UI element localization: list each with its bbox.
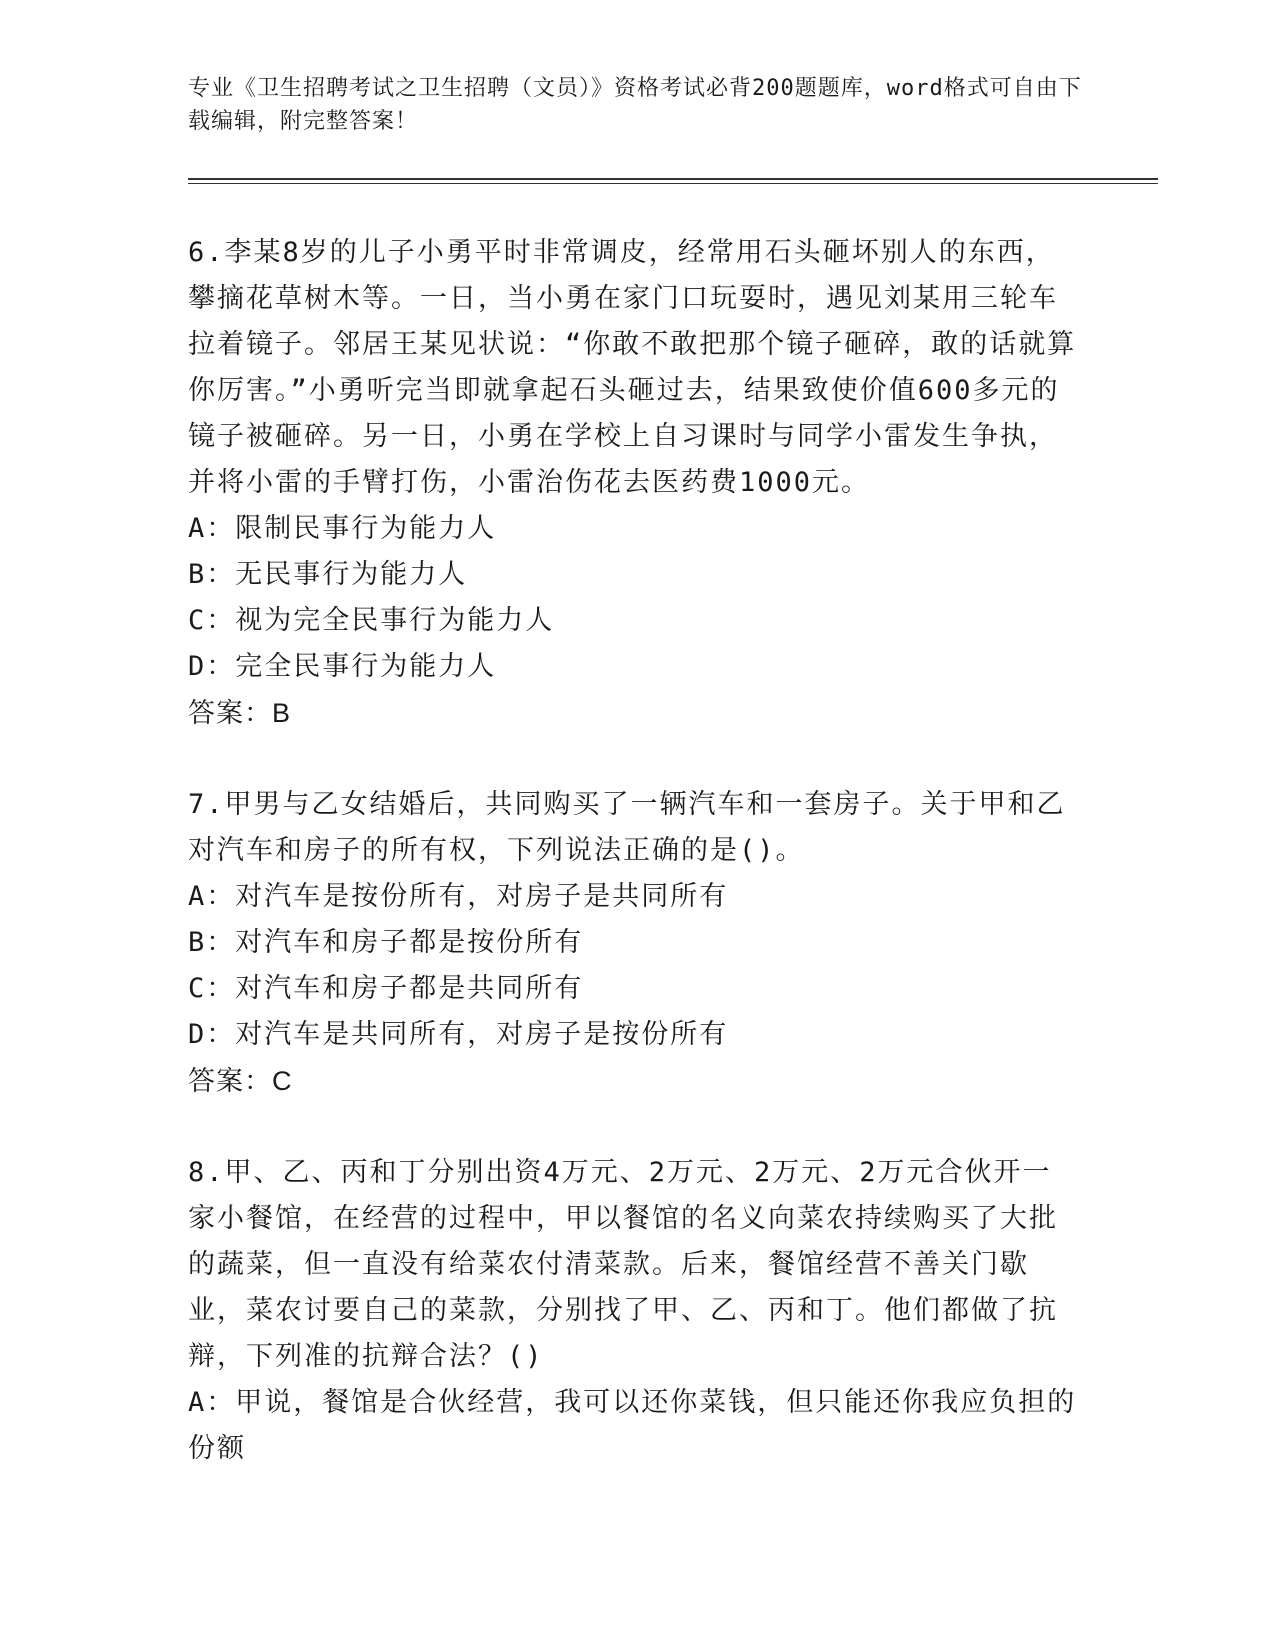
question-7 xyxy=(188,782,1078,1104)
question-stem: 8.甲、乙、丙和丁分别出资4万元、2万元、2万元、2万元合伙开一家小餐馆，在经营的过程中，甲以餐馆的名义向菜农持续购买了大批的蔬菜，但一直没有给菜农付清菜款。后来，餐馆经营不善关门歇业，菜农讨要自己的菜款，分别找了甲、乙、丙和丁。他们都做了抗辩，下列准的抗辩合法？() xyxy=(188,1157,1058,1372)
question-6 xyxy=(188,230,1078,736)
answer-label: 答案：C xyxy=(188,1066,293,1096)
divider-line-thick xyxy=(188,178,1158,180)
option-a: A：对汽车是按份所有，对房子是共同所有 xyxy=(188,881,729,912)
document-header: 专业《卫生招聘考试之卫生招聘（文员）》资格考试必背200题题库，word格式可自由下载编辑，附完整答案！ xyxy=(188,76,1082,134)
header-divider xyxy=(188,178,1158,184)
option-a: A：限制民事行为能力人 xyxy=(188,513,497,544)
answer-label: 答案：B xyxy=(188,698,292,728)
question-stem: 7.甲男与乙女结婚后，共同购买了一辆汽车和一套房子。关于甲和乙对汽车和房子的所有权，下列说法正确的是()。 xyxy=(188,789,1066,866)
question-spacer xyxy=(188,1104,1078,1150)
question-spacer xyxy=(188,736,1078,782)
option-b: B：无民事行为能力人 xyxy=(188,559,468,590)
divider-line-thin xyxy=(188,183,1158,184)
option-c: C：视为完全民事行为能力人 xyxy=(188,605,555,636)
option-d: D：对汽车是共同所有，对房子是按份所有 xyxy=(188,1019,729,1050)
option-a: A：甲说，餐馆是合伙经营，我可以还你菜钱，但只能还你我应负担的份额 xyxy=(188,1387,1077,1464)
question-list xyxy=(188,230,1078,1472)
question-stem: 6.李某8岁的儿子小勇平时非常调皮，经常用石头砸坏别人的东西，攀摘花草树木等。一日，当小勇在家门口玩耍时，遇见刘某用三轮车拉着镜子。邻居王某见状说：“你敢不敢把那个镜子砸碎，敢的话就算你厉害。”小勇听完当即就拿起石头砸过去，结果致使价值600多元的镜子被砸碎。另一日，小勇在学校上自习课时与同学小雷发生争执，并将小雷的手臂打伤，小雷治伤花去医药费1000元。 xyxy=(188,237,1077,498)
option-d: D：完全民事行为能力人 xyxy=(188,651,497,682)
option-b: B：对汽车和房子都是按份所有 xyxy=(188,927,584,958)
question-8 xyxy=(188,1150,1078,1472)
option-c: C：对汽车和房子都是共同所有 xyxy=(188,973,584,1004)
